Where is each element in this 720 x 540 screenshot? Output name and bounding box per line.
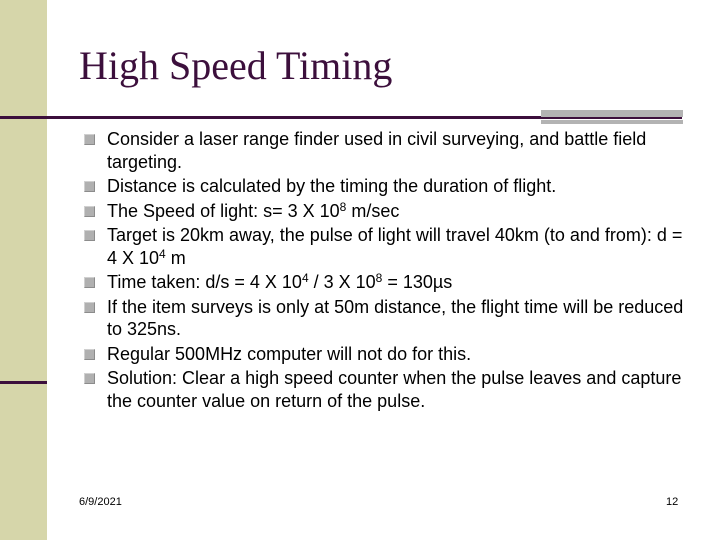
bullet-item (84, 128, 694, 173)
bullet-item (84, 296, 694, 341)
exponent: 4 (301, 271, 309, 285)
square-bullet-icon (84, 206, 95, 217)
bullet-item (84, 200, 694, 223)
bullet-item (84, 343, 694, 366)
side-band (0, 0, 47, 540)
slide-title: High Speed Timing (79, 43, 393, 88)
side-band-rule (0, 381, 47, 384)
square-bullet-icon (84, 230, 95, 241)
bullet-text: Distance is calculated by the timing the duration of flight. (107, 176, 557, 196)
square-bullet-icon (84, 134, 95, 145)
square-bullet-icon (84, 302, 95, 313)
bullet-item (84, 175, 694, 198)
square-bullet-icon (84, 373, 95, 384)
footer-date: 6/9/2021 (79, 496, 122, 508)
bullet-text: Solution: Clear a high speed counter when the pulse leaves and capture the counter value on return of the pulse. (107, 368, 682, 411)
bullet-item (84, 367, 694, 412)
bullet-text: The Speed of light: s= 3 X $10^8$ m/sec (107, 199, 400, 221)
accent-bar (541, 110, 683, 117)
square-bullet-icon (84, 277, 95, 288)
exponent: 8 (339, 199, 347, 214)
square-bullet-icon (84, 349, 95, 360)
bullet-item (84, 224, 694, 269)
bullet-list (84, 128, 694, 414)
bullet-text: Consider a laser range finder used in civil surveying, and battle field targeting. (107, 129, 647, 172)
bullet-text: If the item surveys is only at 50m distance, the flight time will be reduced to 325ns. (107, 296, 684, 339)
page-number: 12 (666, 496, 679, 508)
bullet-text: Time taken: d/s = 4 X $10^4 / 3$ X $10^8 = 130\mu s$ (107, 271, 453, 292)
square-bullet-icon (84, 181, 95, 192)
exponent: 8 (375, 271, 383, 285)
bullet-text: Regular 500MHz computer will not do for this. (107, 343, 472, 364)
bullet-item (84, 271, 694, 294)
bullet-text: Target is 20km away, the pulse of light will travel 40km (to and from): d = 4 X $10^4$ m (107, 225, 683, 268)
exponent: 4 (159, 246, 166, 261)
accent-bar-lower (541, 120, 683, 124)
